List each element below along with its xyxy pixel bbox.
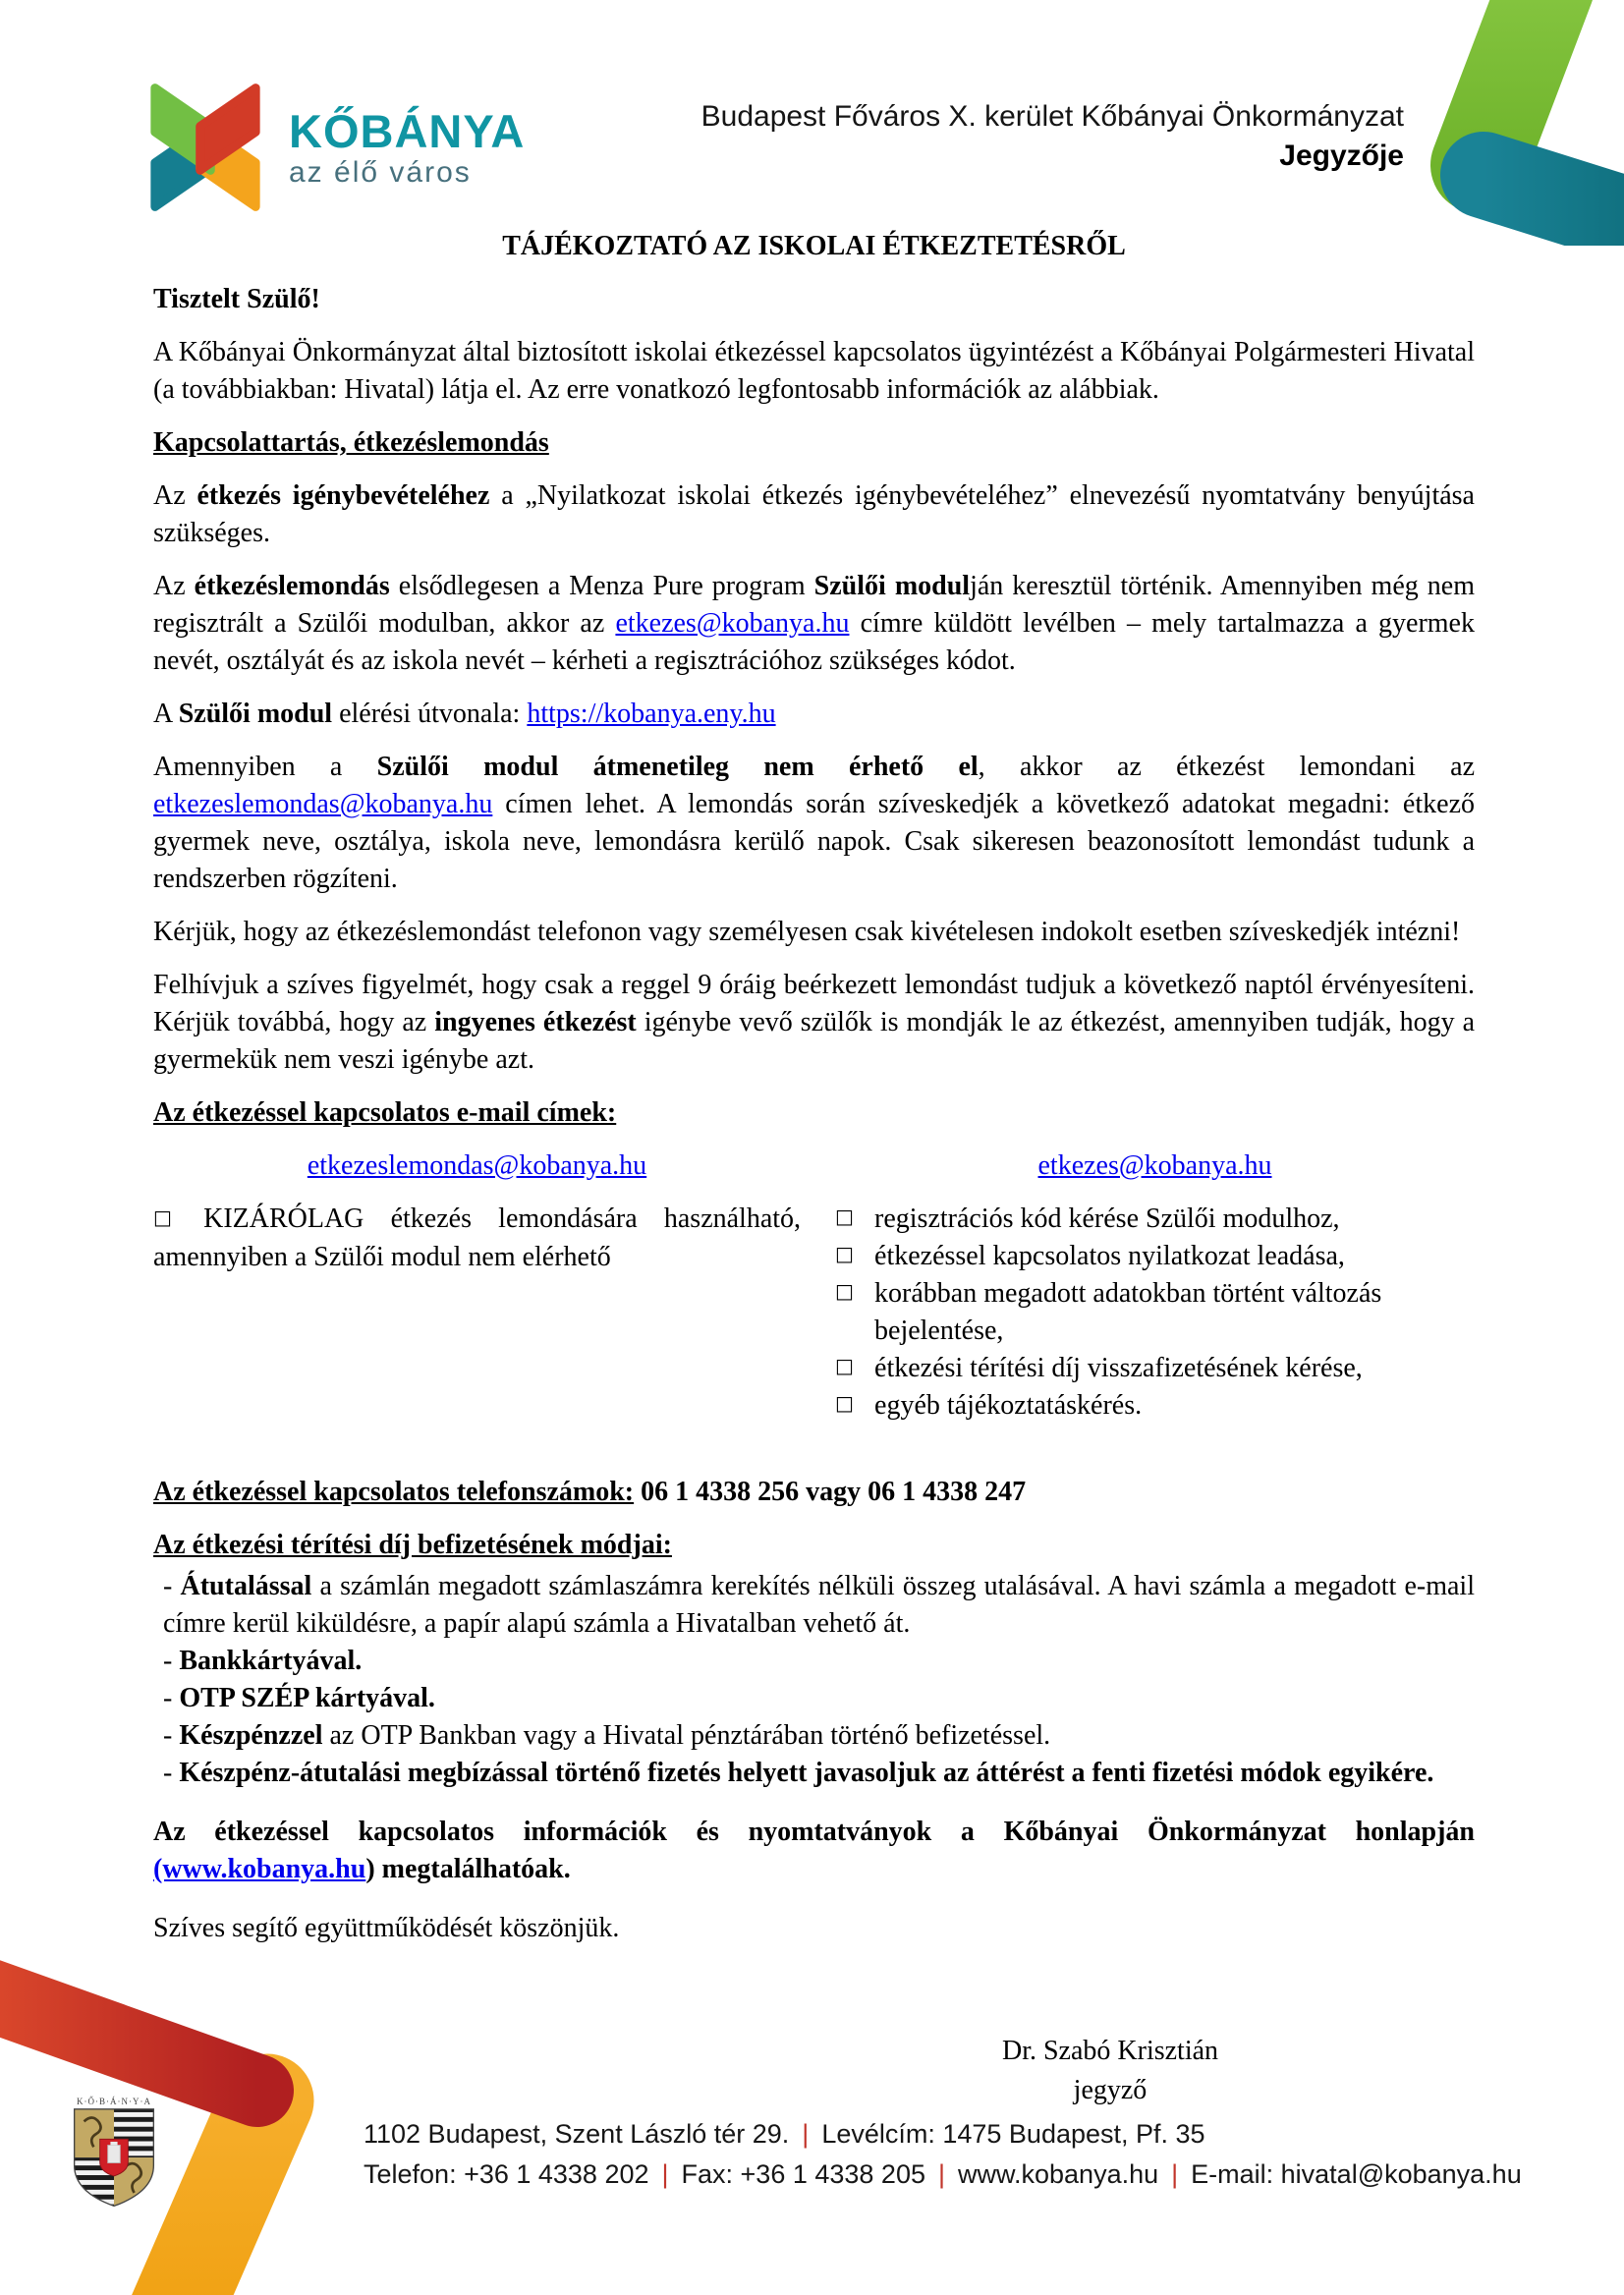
list-item: □ regisztrációs kód kérése Szülői modulhoz, [835, 1201, 1475, 1238]
corner-ribbon-top-right [1373, 0, 1624, 246]
footer-email: E-mail: hivatal@kobanya.hu [1191, 2159, 1522, 2189]
coat-of-arms [63, 2097, 165, 2214]
square-bullet-icon: □ [835, 1354, 854, 1377]
footer-fax: Fax: +36 1 4338 205 [681, 2159, 925, 2189]
coat-of-arms-caption: K·Ő·B·Á·N·Y·A [77, 2097, 151, 2106]
paragraph-claim: Az étkezés igénybevételéhez a „Nyilatkozat iskolai étkezés igénybevételéhez” elnevezésű nyomtatvány benyújtása szükséges. [153, 480, 1475, 548]
signature-name: Dr. Szabó Krisztián [1001, 2036, 1219, 2066]
email-column-general [835, 1148, 1475, 1425]
footer-contact [364, 2114, 1522, 2195]
payment-methods-list [153, 1568, 1475, 1792]
document-title: TÁJÉKOZTATÓ AZ ISKOLAI ÉTKEZTETÉSRŐL [502, 231, 1126, 261]
header-organization: Budapest Főváros X. kerület Kőbányai Önkormányzat [700, 100, 1404, 133]
footer-address-line [364, 2114, 1522, 2155]
email-columns [153, 1148, 1475, 1425]
paragraph-thanks: Szíves segítő együttműködését köszönjük. [153, 1913, 620, 1943]
paragraph-fallback-email: Amennyiben a Szülői modul átmenetileg nem érhető el, akkor az étkezést lemondani az etkezeslemondas@kobanya.hu címen lehet. A lemondás során szíveskedjék a következő adatokat megadni: étkező gyermek neve, osztálya, iskola neve, lemondásra kerülő napok. Csak sikeresen beazonosított lemondást tudunk a rendszerben rögzíteni. [153, 752, 1476, 894]
inline-link[interactable]: https://kobanya.eny.hu [527, 699, 776, 729]
heading-contact: Kapcsolattartás, étkezéslemondás [153, 427, 549, 458]
square-bullet-icon: □ [153, 1205, 193, 1229]
inline-link[interactable]: etkezeslemondas@kobanya.hu [153, 789, 493, 819]
footer-separator: | [1171, 2159, 1179, 2189]
logo-text [289, 79, 525, 216]
signature-block [914, 2032, 1307, 2110]
square-bullet-icon: □ [835, 1279, 854, 1303]
email-link-cancellation[interactable]: etkezeslemondas@kobanya.hu [307, 1150, 647, 1181]
salutation: Tisztelt Szülő! [153, 284, 320, 314]
email-usage-list [835, 1201, 1475, 1425]
paragraph-deadline: Felhívjuk a szíves figyelmét, hogy csak a reggel 9 óráig beérkezett lemondást tudjuk a következő naptól érvényesíteni. Kérjük továbbá, hogy az ingyenes étkezést igénybe vevő szülők is mondják le az étkezést, amennyiben tudják, hogy a gyermekük nem veszi igénybe azt. [153, 970, 1475, 1075]
list-item: □ étkezési térítési díj visszafizetésének kérése, [835, 1350, 1475, 1387]
footer-telephone: Telefon: +36 1 4338 202 [364, 2159, 649, 2189]
footer-phone-line [364, 2155, 1522, 2195]
payment-item: - Készpénzzel az OTP Bankban vagy a Hivatal pénztárában történő befizetéssel. [163, 1720, 1051, 1751]
logo-brand-name: KŐBÁNYA [289, 105, 526, 157]
paragraph-phone-request: Kérjük, hogy az étkezéslemondást telefonon vagy személyesen csak kivételesen indokolt esetben szíveskedjék intézni! [153, 917, 1461, 947]
paragraph-cancellation: Az étkezéslemondás elsődlegesen a Menza Pure program Szülői modulján keresztül történik. Amennyiben még nem regisztrált a Szülői modulban, akkor az etkezes@kobanya.hu címre küldött levélben – mely tartalmazza a gyermek nevét, osztályát és az iskola nevét – kérheti a regisztrációhoz szükséges kódot. [153, 571, 1475, 676]
footer-website: www.kobanya.hu [958, 2159, 1159, 2189]
email-column-cancellation [153, 1148, 835, 1425]
footer-separator: | [802, 2119, 810, 2149]
square-bullet-icon: □ [835, 1204, 854, 1228]
paragraph-intro: A Kőbányai Önkormányzat által biztosított iskolai étkezéssel kapcsolatos ügyintézést a Kőbányai Polgármesteri Hivatal (a továbbiakban: Hivatal) látja el. Az erre vonatkozó legfontosabb információk az alábbiak. [153, 337, 1475, 405]
list-item: □ korábban megadott adatokban történt változás bejelentése, [835, 1275, 1475, 1350]
heading-emails: Az étkezéssel kapcsolatos e-mail címek: [153, 1097, 617, 1128]
kobanya-logo [145, 79, 525, 216]
paragraph-website-info: Az étkezéssel kapcsolatos információk és nyomtatványok a Kőbányai Önkormányzat honlapján (www.kobanya.hu) megtalálhatóak. [153, 1817, 1475, 1884]
inline-link[interactable]: (www.kobanya.hu [153, 1854, 366, 1884]
payment-item: - Bankkártyával. [163, 1646, 363, 1676]
inline-link[interactable]: etkezes@kobanya.hu [615, 608, 850, 639]
paragraph-module-url: A Szülői modul elérési útvonala: https://kobanya.eny.hu [153, 699, 776, 729]
signature-role: jegyző [1073, 2075, 1148, 2105]
footer-separator: | [937, 2159, 945, 2189]
coat-of-arms-shield-icon [69, 2107, 159, 2210]
footer-separator: | [661, 2159, 669, 2189]
payment-item: - Készpénz-átutalási megbízással történő fizetés helyett javasoljuk az áttérést a fenti fizetési módok egyikére. [163, 1758, 1434, 1788]
list-item: □ étkezéssel kapcsolatos nyilatkozat leadása, [835, 1238, 1475, 1275]
square-bullet-icon: □ [835, 1242, 854, 1265]
payment-item: - Átutalással a számlán megadott számlaszámra kerekítés nélküli összeg utalásával. A havi számla a megadott e-mail címre kerül kiküldésre, a papír alapú számla a Hivatalban vehető át. [163, 1571, 1475, 1639]
list-item: □ egyéb tájékoztatáskérés. [835, 1387, 1475, 1425]
kobanya-x-logo-icon [145, 79, 265, 216]
document-body [153, 228, 1475, 1963]
logo-tagline: az élő város [289, 156, 472, 189]
email-left-note: □ KIZÁRÓLAG étkezés lemondására használható, amennyiben a Szülői modul nem elérhető [153, 1203, 802, 1272]
footer-mail-address: Levélcím: 1475 Budapest, Pf. 35 [821, 2119, 1205, 2149]
phone-numbers-line: Az étkezéssel kapcsolatos telefonszámok: 06 1 4338 256 vagy 06 1 4338 247 [153, 1477, 1027, 1507]
square-bullet-icon: □ [835, 1391, 854, 1415]
payment-item: - OTP SZÉP kártyával. [163, 1683, 435, 1713]
heading-payment: Az étkezési térítési díj befizetésének módjai: [153, 1530, 672, 1560]
footer-address: 1102 Budapest, Szent László tér 29. [364, 2119, 790, 2149]
header-office-title: Jegyzője [1279, 140, 1404, 172]
email-link-general[interactable]: etkezes@kobanya.hu [1037, 1150, 1272, 1181]
